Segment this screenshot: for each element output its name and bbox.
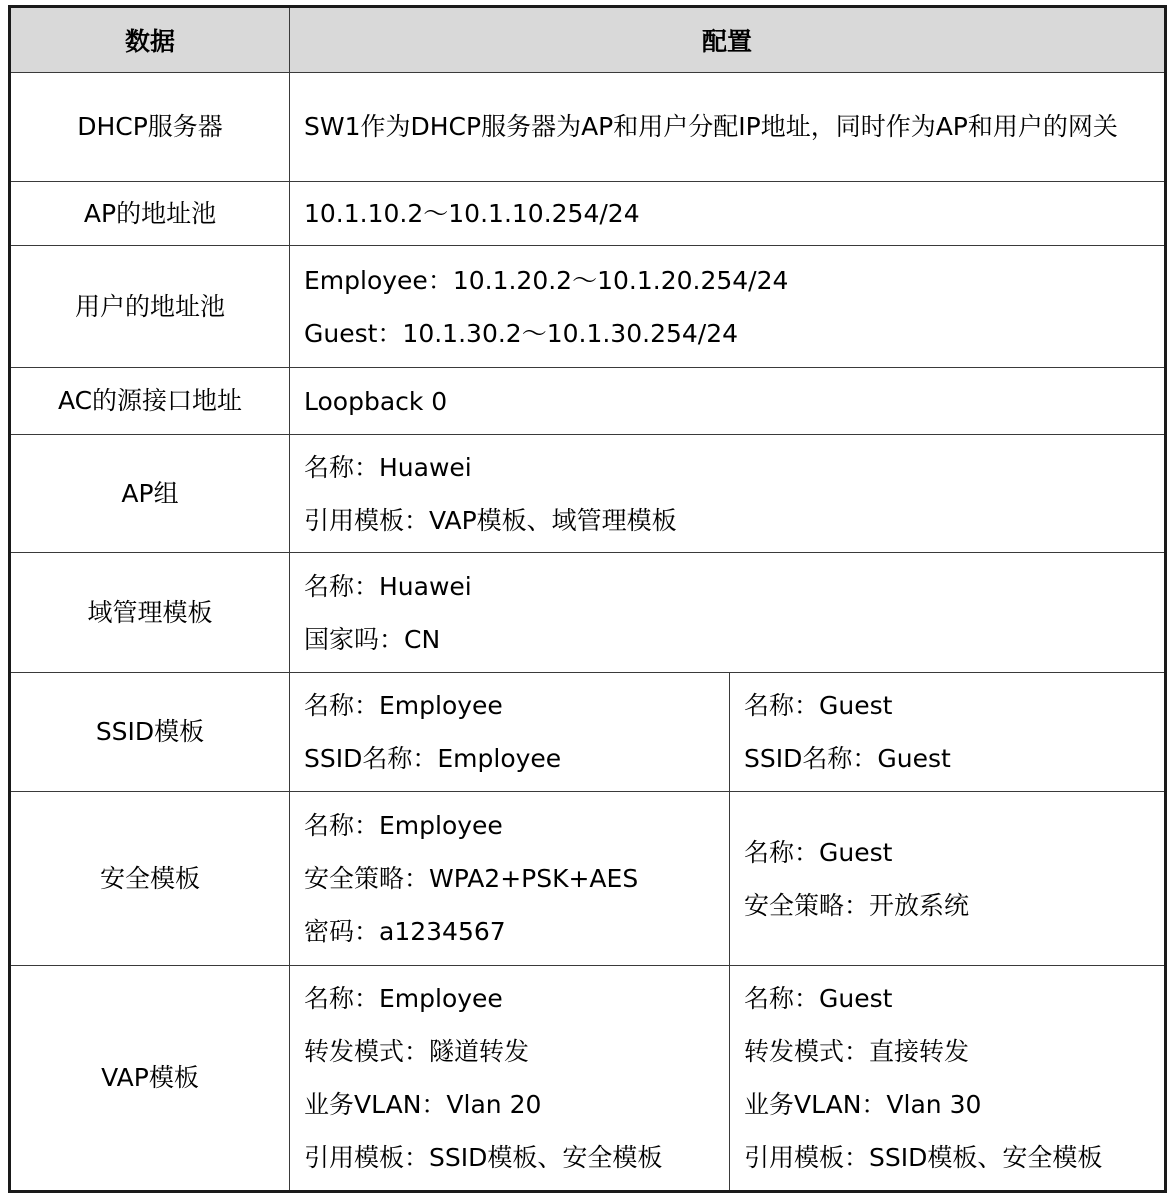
value-line: 名称：Employee bbox=[304, 691, 503, 720]
value-line: Guest：10.1.30.2～10.1.30.254/24 bbox=[304, 318, 739, 348]
value-line: 名称：Employee bbox=[304, 811, 503, 840]
row-value bbox=[290, 435, 1166, 553]
table-row bbox=[10, 246, 1166, 368]
row-value-guest bbox=[730, 673, 1166, 792]
value-line: 名称：Huawei bbox=[304, 452, 472, 482]
config-table bbox=[8, 5, 1167, 1193]
value-line: 名称：Huawei bbox=[304, 571, 472, 601]
row-label: AP的地址池 bbox=[10, 182, 290, 246]
table-row bbox=[10, 182, 1166, 246]
row-label: 域管理模板 bbox=[10, 553, 290, 673]
row-label: AC的源接口地址 bbox=[10, 368, 290, 435]
row-value bbox=[290, 182, 1166, 246]
value-line: 安全策略：开放系统 bbox=[744, 890, 970, 920]
table-row bbox=[10, 368, 1166, 435]
header-data: 数据 bbox=[10, 7, 290, 73]
row-value-guest bbox=[730, 966, 1166, 1192]
value-text: Loopback 0 bbox=[304, 386, 448, 416]
value-line: 密码：a1234567 bbox=[304, 917, 506, 946]
value-line: 名称：Guest bbox=[744, 837, 893, 867]
row-label: 用户的地址池 bbox=[10, 246, 290, 368]
value-line: 名称：Guest bbox=[744, 984, 893, 1013]
table-row bbox=[10, 673, 1166, 792]
header-config: 配置 bbox=[290, 7, 1166, 73]
row-label: SSID模板 bbox=[10, 673, 290, 792]
row-value-employee bbox=[290, 792, 730, 966]
value-line: 业务VLAN：Vlan 20 bbox=[304, 1090, 542, 1119]
row-label: DHCP服务器 bbox=[10, 73, 290, 182]
value-line: 名称：Employee bbox=[304, 984, 503, 1013]
row-label: AP组 bbox=[10, 435, 290, 553]
value-line: 引用模板：SSID模板、安全模板 bbox=[744, 1143, 1103, 1172]
row-value-guest bbox=[730, 792, 1166, 966]
table-row bbox=[10, 435, 1166, 553]
row-label: 安全模板 bbox=[10, 792, 290, 966]
row-value-employee bbox=[290, 673, 730, 792]
value-line: SSID名称：Guest bbox=[744, 744, 951, 773]
value-line: 转发模式：隧道转发 bbox=[304, 1037, 530, 1066]
header-row bbox=[10, 7, 1166, 73]
row-value bbox=[290, 73, 1166, 182]
value-line: 国家吗：CN bbox=[304, 624, 441, 654]
row-value bbox=[290, 368, 1166, 435]
table-row bbox=[10, 966, 1166, 1192]
row-label: VAP模板 bbox=[10, 966, 290, 1192]
row-value bbox=[290, 246, 1166, 368]
value-line: 转发模式：直接转发 bbox=[744, 1037, 970, 1066]
value-line: 安全策略：WPA2+PSK+AES bbox=[304, 864, 639, 893]
value-line: 业务VLAN：Vlan 30 bbox=[744, 1090, 982, 1119]
value-line: Employee：10.1.20.2～10.1.20.254/24 bbox=[304, 265, 789, 295]
value-line: 引用模板：VAP模板、域管理模板 bbox=[304, 505, 677, 535]
value-line: 名称：Guest bbox=[744, 691, 893, 720]
table-row bbox=[10, 73, 1166, 182]
table-row bbox=[10, 553, 1166, 673]
value-text: 10.1.10.2～10.1.10.254/24 bbox=[304, 199, 640, 228]
value-text: SW1作为DHCP服务器为AP和用户分配IP地址，同时作为AP和用户的网关 bbox=[304, 112, 1118, 141]
row-value bbox=[290, 553, 1166, 673]
value-line: SSID名称：Employee bbox=[304, 744, 562, 773]
value-line: 引用模板：SSID模板、安全模板 bbox=[304, 1143, 663, 1172]
row-value-employee bbox=[290, 966, 730, 1192]
table-row bbox=[10, 792, 1166, 966]
